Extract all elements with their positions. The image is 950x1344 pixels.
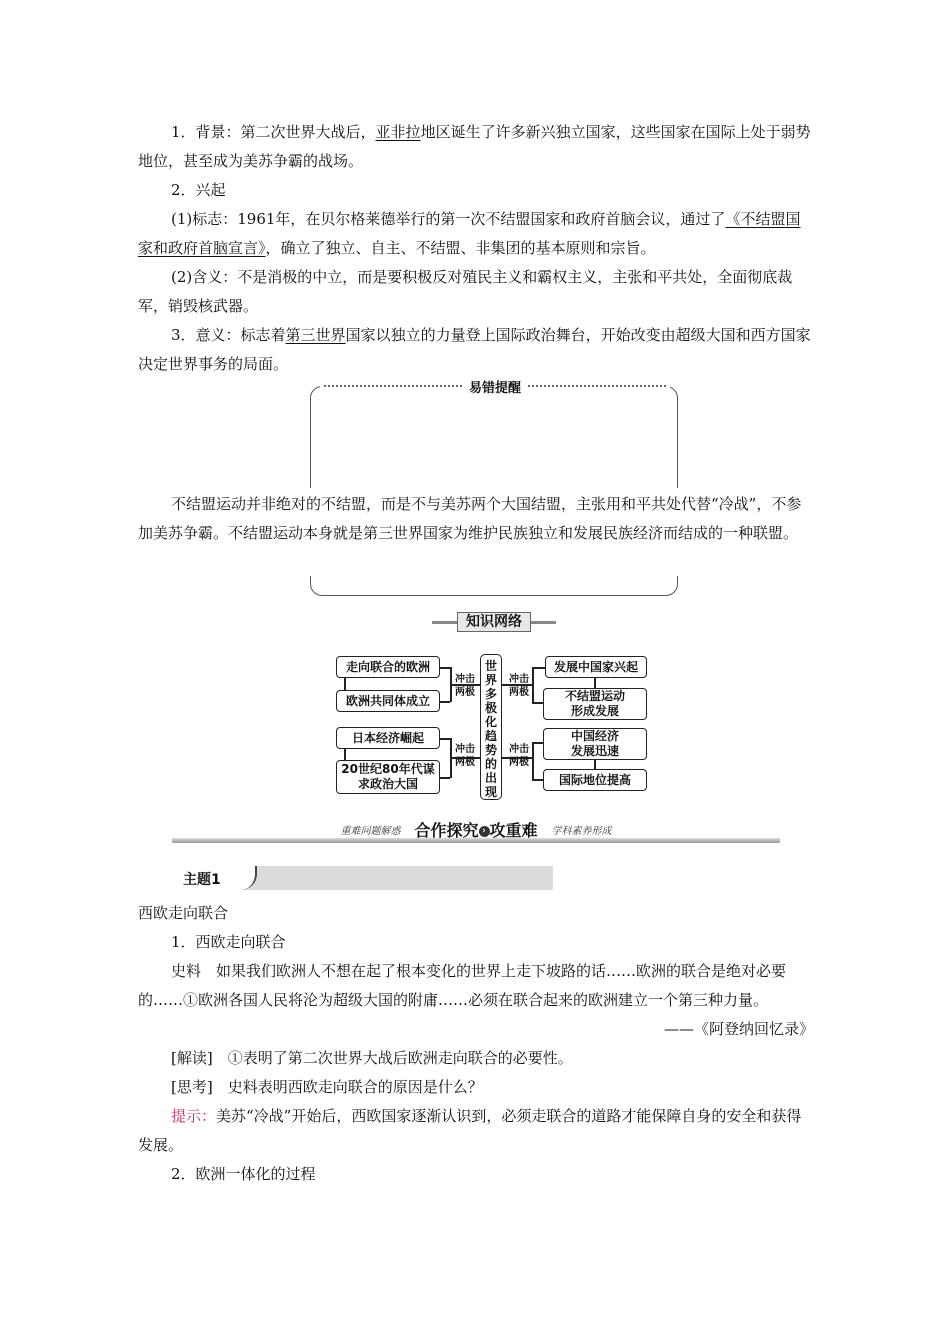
section-background xyxy=(138,118,814,379)
paragraph-meaning: (2)含义：不是消极的中立，而是要积极反对殖民主义和霸权主义，主张和平共处，全面彻底裁军，销毁核武器。 xyxy=(138,268,793,315)
section-banner xyxy=(172,818,780,844)
connector xyxy=(440,701,450,703)
impact-label-right-bottom: 冲击两极 xyxy=(509,744,529,768)
connector xyxy=(532,742,543,744)
paragraph-symbol xyxy=(138,205,814,263)
connector xyxy=(532,667,534,703)
arrow-line xyxy=(344,678,346,690)
topic-heading: 西欧走向联合 xyxy=(138,904,229,922)
paragraph-background xyxy=(138,118,814,176)
heading-rise: 2．兴起 xyxy=(171,181,226,199)
hint-text: 美苏“冷战”开始后，西欧国家逐渐认识到，必须走联合的道路才能保障自身的安全和获得发展。 xyxy=(138,1107,802,1154)
connector xyxy=(532,667,545,669)
dots-left xyxy=(324,385,462,387)
impact-label-right-top: 冲击两极 xyxy=(509,674,529,698)
text: (1)标志：1961年，在贝尔格莱德举行的第一次不结盟国家和政府首脑会议，通过了 xyxy=(171,210,726,228)
banner-main-b: 攻重难 xyxy=(489,821,538,840)
node-europe-union: 走向联合的欧洲 xyxy=(336,656,440,678)
arrow-line xyxy=(594,678,596,688)
topic-header xyxy=(175,866,553,890)
text: 1．背景：第二次世界大战后， xyxy=(171,123,376,141)
node-japan-political: 20世纪80年代谋求政治大国 xyxy=(336,760,440,794)
source-text: 史料 如果我们欧洲人不想在起了根本变化的世界上走下坡路的话……欧洲的联合是绝对必要的……①欧洲各国人民将沦为超级大国的附庸……必须在联合起来的欧洲建立一个第三种力量。 xyxy=(138,962,787,1009)
connector xyxy=(532,779,543,781)
node-ec-founded: 欧洲共同体成立 xyxy=(336,690,440,712)
topic-content xyxy=(138,899,814,1189)
chevron-right-icon: › xyxy=(479,826,490,837)
node-nam-develop: 不结盟运动形成发展 xyxy=(543,688,647,720)
arrow-line xyxy=(594,760,596,769)
network-title xyxy=(432,612,556,632)
node-developing-rise: 发展中国家兴起 xyxy=(545,656,647,678)
impact-label-left-bottom: 冲击两极 xyxy=(455,744,475,768)
text: 国家以独立的力量登上国际政治舞台，开始改变由超级大国和西方国家决定世界事务的局面。 xyxy=(138,326,811,373)
warning-title-text: 易错提醒 xyxy=(469,380,522,396)
topic-label: 主题1 xyxy=(183,872,221,888)
network-title-text: 知识网络 xyxy=(457,612,531,632)
underlined-term: 第三世界 xyxy=(285,326,346,344)
node-multipolar: 世界多极化趋势的出现 xyxy=(480,654,502,800)
connector xyxy=(440,777,450,779)
banner-row xyxy=(172,818,780,841)
hint-label: 提示： xyxy=(171,1107,217,1125)
banner-main-a: 合作探究 xyxy=(414,821,479,840)
connector xyxy=(440,738,450,740)
banner-right-text: 学科素养形成 xyxy=(551,826,612,837)
dots-right xyxy=(528,385,666,387)
thinking-question: [思考] 史料表明西欧走向联合的原因是什么？ xyxy=(171,1078,483,1096)
paragraph-significance xyxy=(138,321,814,379)
node-china-growth: 中国经济发展迅速 xyxy=(543,728,647,760)
citation: ——《阿登纳回忆录》 xyxy=(663,1020,814,1038)
topic-sub1: 1．西欧走向联合 xyxy=(171,933,286,951)
hint xyxy=(138,1102,814,1160)
underlined-term: 《不结盟国家和政府首脑宣言》 xyxy=(138,210,801,257)
banner-main xyxy=(414,818,537,841)
arrow-line xyxy=(344,749,346,760)
banner-left-text: 重难问题解惑 xyxy=(340,826,401,837)
text: ，确立了独立、自主、不结盟、非集团的基本原则和宗旨。 xyxy=(265,239,656,257)
node-japan-rise: 日本经济崛起 xyxy=(336,727,440,749)
topic-sub2: 2．欧洲一体化的过程 xyxy=(171,1165,316,1183)
warning-title xyxy=(320,377,670,395)
node-intl-status: 国际地位提高 xyxy=(543,769,647,791)
text: 地区诞生了许多新兴独立国家，这些国家在国际上处于弱势地位，甚至成为美苏争霸的战场。 xyxy=(138,123,811,170)
text: 3．意义：标志着 xyxy=(171,326,286,344)
connector xyxy=(440,667,450,669)
connector xyxy=(532,742,534,780)
impact-label-left-top: 冲击两极 xyxy=(455,674,475,698)
interpretation: [解读] ①表明了第二次世界大战后欧洲走向联合的必要性。 xyxy=(171,1049,573,1067)
underlined-term: 亚非拉 xyxy=(375,123,421,141)
warning-text: 不结盟运动并非绝对的不结盟，而是不与美苏两个大国结盟，主张用和平共处代替“冷战”，不参加美苏争霸。不结盟运动本身就是第三世界国家为维护民族独立和发展民族经济而结成的一种联盟。 xyxy=(138,495,802,542)
connector xyxy=(532,702,543,704)
